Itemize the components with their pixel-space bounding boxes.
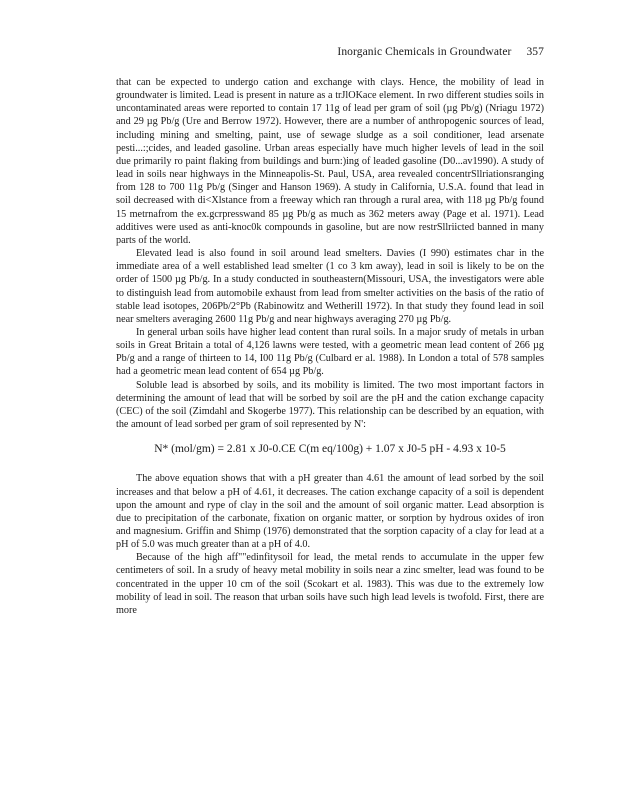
running-head-title: Inorganic Chemicals in Groundwater (337, 46, 512, 58)
paragraph-urban-soils: In general urban soils have higher lead content than rural soils. In a major srudy of metals in urban soils in Great Britain a total of 4,126 lawns were tested, with a geometric mean lead content of 266 µg Pb/g and a range of thirteen to 14, I00 11g Pb/g (Culbard er al. 1988). In London a total of 578 samples had a geometric mean lead content of 654 µg Pb/g. (116, 326, 544, 378)
paragraph-smelters: Elevated lead is also found in soil around lead smelters. Davies (I 990) estimates char in the immediate area of a well established lead smelter (1 co 3 km away), lead in soil is likely to be on the order of 1500 µg Pb/g. In a study conducted in southeastern(Missouri, USA, the investigators were able to distinguish lead from automobile exhaust from lead from smelter activities on the basis of the ratio of stable lead isotopes, 206Pb/2°Pb (Rabinowitz and Wetherill 1972). In that study they found lead in soil near smelters averaging 2600 11g Pb/g and near highways averaging 270 µg Pb/g. (116, 248, 544, 325)
running-head (337, 46, 544, 58)
body-text (116, 76, 544, 617)
page-number: 357 (526, 46, 544, 58)
sorption-equation: N* (mol/gm) = 2.81 x J0-0.CE C(m eq/100g) + 1.07 x J0-5 pH - 4.93 x 10-5 (154, 443, 506, 456)
paragraph-lead-in-soils: that can be expected to undergo cation and exchange with clays. Hence, the mobility of lead in groundwater is limited. Lead is present in nature as a trJlOKace element. In rwo different studies soils in uncontaminated areas were reported to contain 17 11g of lead per gram of soil (µg Pb/g) (Nriagu 1972) and 29 µg Pb/g (Ure and Berrow 1972). However, there are a number of anthropogenic sources of lead, including mining and smelting, paint, use of sewage sludge as a soil conditioner, lead arsenate pesti...:;cides, and leaded gasoline. Urban areas especially have much higher levels of lead in the soil due primarily ro paint flaking from buildings and burn:)ing of leaded gasoline (D0...av1990). A study of lead in soils near highways in the Minneapolis-St. Paul, USA, area revealed concentrSllriationsranging from 128 to 700 11g Pb/g (Singer and Hanson 1969). A study in California, U.S.A. found that lead in soil decreased with di<Xlstance from a freeway which ran through a rural area, with 118 µg Pb/g found 15 metrnafrom the ex.gcrpresswand 85 µg Pb/g as much as 362 meters away (Page et al. 1971). Lead additives were used as anti-knoc0k compounds in gasoline, but are now restrSllriicted banned in many parts of the world. (116, 77, 544, 246)
paragraph-equation-discussion: The above equation shows that with a pH greater than 4.61 the amount of lead sorbed by the soil increases and that below a pH of 4.61, it decreases. The cation exchange capacity of a soil is dependent upon the amount and rype of clay in the soil and the amount of soil organic matter. Lead absorption is due to precipitation of the carbonate, fixation on organic matter, or sorption by hydrous oxides of iron and magnesium. Griffin and Shimp (1976) demonstrated that the sorption capacity of a clay for lead at a pH of 5.0 was much greater than at a pH of 4.0. (116, 473, 544, 551)
paragraph-soluble-lead: Soluble lead is absorbed by soils, and its mobility is limited. The two most important factors in determining the amount of lead that will be sorbed by soil are the pH and the cation exchange capacity (CEC) of the soil (Zimdahl and Skogerbe 1977). This relationship can be described by an equation, with the amount of lead sorbed per gram of soil represented by N': (116, 379, 544, 431)
paragraph-accumulation: Because of the high aff""edinfitysoil for lead, the metal rends to accumulate in the upper few centimeters of soil. In a srudy of heavy metal mobility in soils near a zinc smelter, lead was found to be concentrated in the upper 10 cm of the soil (Scokart et al. 1983). This was due to the extremely low mobility of lead in soil. The reason that urban soils have such high lead levels is twofold. First, there are more (116, 552, 544, 616)
